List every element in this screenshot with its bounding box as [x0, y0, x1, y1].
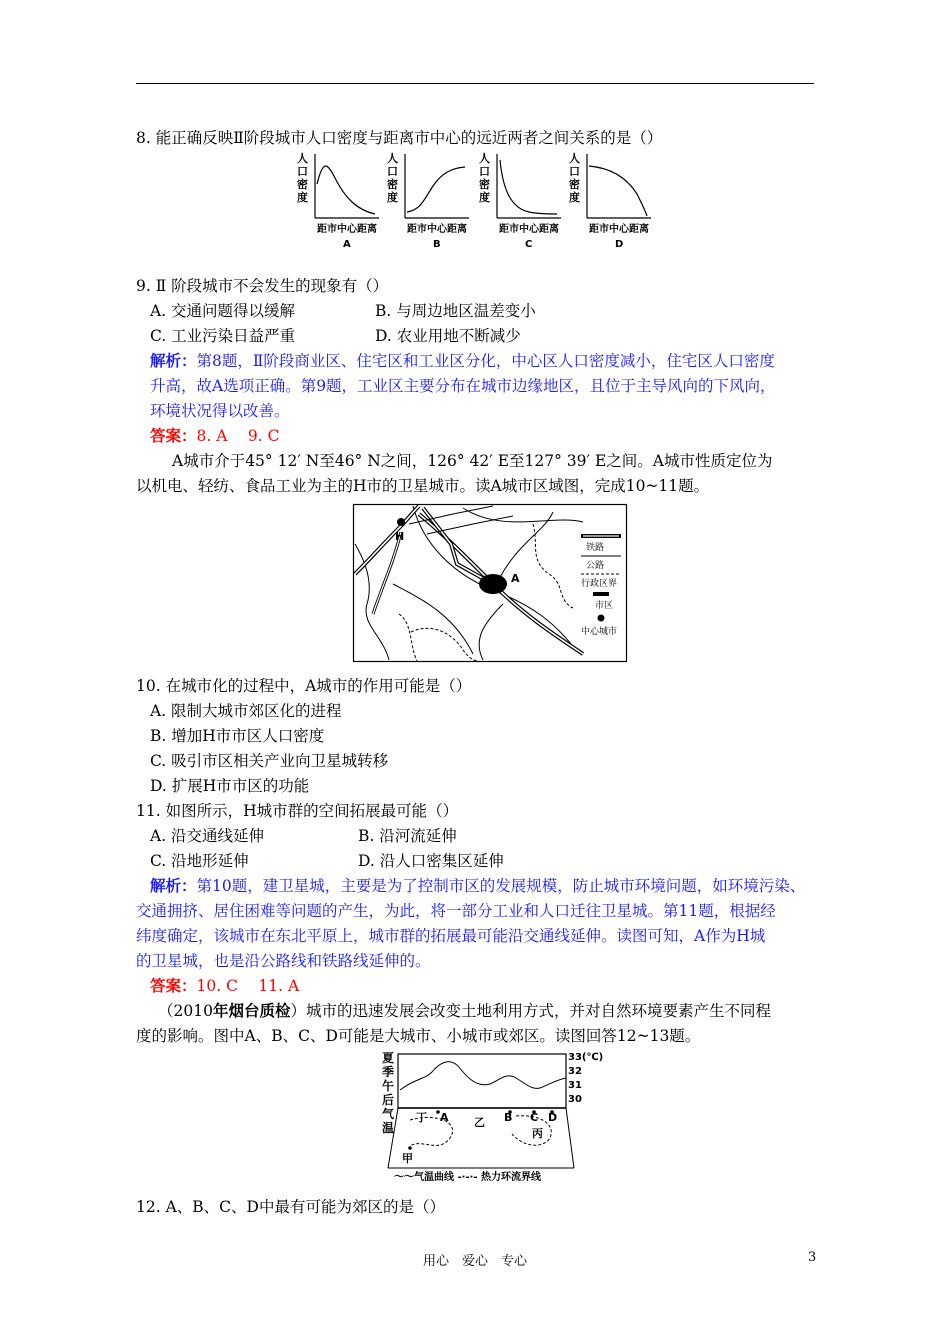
analysis-1-line-2: 升高，故A选项正确。第9题，工业区主要分布在城市边缘地区，且位于主导风向的下风向， — [150, 377, 776, 395]
svg-text:人: 人 — [479, 152, 490, 165]
intro-2-line-2: 以机电、轻纺、食品工业为主的H市的卫星城市。读A城市区域图，完成10~11题。 — [136, 477, 710, 495]
svg-text:32: 32 — [568, 1066, 582, 1077]
svg-text:丙: 丙 — [532, 1127, 543, 1140]
question-8: 8. 能正确反映Ⅱ阶段城市人口密度与距离市中心的远近两者之间关系的是（） — [136, 129, 663, 147]
city-region-map — [353, 504, 627, 662]
analysis-2-line-3: 纬度确定，该城市在东北平原上，城市群的拓展最可能沿交通线延伸。读图可知，A作为H城 — [136, 927, 766, 945]
svg-text:距市中心距离: 距市中心距离 — [589, 224, 649, 235]
page-footer: 用心 爱心 专心 — [422, 1254, 527, 1269]
svg-text:口: 口 — [387, 165, 398, 178]
svg-text:口: 口 — [479, 165, 490, 178]
svg-text:甲: 甲 — [402, 1152, 413, 1165]
analysis-label: 解析： — [150, 876, 197, 895]
q9-option-c: C. 工业污染日益严重 — [150, 327, 296, 345]
svg-text:密: 密 — [479, 178, 490, 191]
svg-text:丁: 丁 — [416, 1111, 427, 1124]
intro-3-line-2: 度的影响。图中A、B、C、D可能是大城市、小城市或郊区。读图回答12~13题。 — [136, 1027, 701, 1045]
svg-text:密: 密 — [387, 178, 398, 191]
graph-letter: A — [343, 239, 351, 250]
answer-label: 答案： — [150, 426, 197, 445]
q10-option-a: A. 限制大城市郊区化的进程 — [150, 702, 342, 720]
q11-option-c: C. 沿地形延伸 — [150, 852, 249, 870]
q11-option-a: A. 沿交通线延伸 — [150, 827, 265, 845]
q10-option-b: B. 增加H市市区人口密度 — [150, 727, 325, 745]
svg-text:铁路: 铁路 — [586, 543, 605, 553]
answer-1: 答案：8. A 9. C — [150, 426, 280, 445]
q10-option-c: C. 吸引市区相关产业向卫星城转移 — [150, 752, 389, 770]
svg-text:乙: 乙 — [474, 1116, 485, 1129]
header-rule — [136, 83, 814, 84]
svg-text:中心城市: 中心城市 — [581, 627, 618, 637]
analysis-1-line-3: 环境状况得以改善。 — [150, 402, 290, 420]
svg-text:D: D — [548, 1111, 558, 1124]
svg-text:33(℃): 33(℃) — [568, 1052, 604, 1063]
svg-text:B: B — [433, 239, 441, 250]
svg-text:行政区界: 行政区界 — [581, 579, 618, 589]
city-h-label: H — [395, 530, 405, 543]
svg-text:度: 度 — [479, 191, 490, 204]
q10-option-d: D. 扩展H市市区的功能 — [150, 777, 310, 795]
x-label: 距市中心距离 — [317, 224, 377, 235]
analysis-2-line-2: 交通拥挤、居住困难等问题的产生，为此，将一部分工业和人口迁往卫星城。第11题，根据经 — [136, 902, 776, 920]
svg-text:C: C — [530, 1111, 539, 1124]
answer-label: 答案： — [150, 976, 197, 995]
svg-text:人: 人 — [387, 152, 398, 165]
graph-b — [387, 152, 469, 250]
analysis-1-line-1: 解析：第8题，Ⅱ阶段商业区、住宅区和工业区分化，中心区人口密度减小，住宅区人口密度 — [150, 351, 775, 370]
y-label-char: 密 — [297, 178, 308, 191]
analysis-2-line-4: 的卫星城，也是沿公路线和铁路线延伸的。 — [136, 952, 431, 970]
svg-text:午: 午 — [382, 1079, 395, 1093]
question-11: 11. 如图所示，H城市群的空间拓展最可能（） — [136, 802, 459, 820]
svg-text:30: 30 — [568, 1094, 582, 1105]
svg-text:口: 口 — [569, 165, 580, 178]
q9-option-a: A. 交通问题得以缓解 — [150, 302, 296, 320]
svg-text:夏: 夏 — [382, 1051, 395, 1065]
svg-text:后: 后 — [382, 1093, 395, 1107]
question-10: 10. 在城市化的过程中，A城市的作用可能是（） — [136, 677, 472, 695]
temperature-diagram — [380, 1050, 604, 1183]
svg-text:～～气温曲线 -·-·- 热力环流界线: ～～气温曲线 -·-·- 热力环流界线 — [394, 1172, 542, 1183]
svg-text:季: 季 — [382, 1065, 395, 1079]
svg-text:A: A — [440, 1111, 449, 1124]
q9-option-b: B. 与周边地区温差变小 — [375, 302, 536, 320]
svg-text:温: 温 — [382, 1121, 395, 1135]
svg-text:B: B — [504, 1111, 513, 1124]
svg-text:市区: 市区 — [595, 601, 614, 611]
page-number: 3 — [808, 1250, 817, 1265]
question-12: 12. A、B、C、D中最有可能为郊区的是（） — [136, 1198, 445, 1216]
graph-d — [569, 152, 651, 250]
analysis-label: 解析： — [150, 351, 197, 370]
svg-text:C: C — [525, 239, 533, 250]
y-label-char: 人 — [297, 152, 308, 165]
y-label-char: 度 — [297, 191, 308, 204]
intro-2-line-1: A城市介于45° 12′ N至46° N之间，126° 42′ E至127° 39′ E之间。A城市性质定位为 — [172, 452, 773, 470]
svg-text:D: D — [615, 239, 624, 250]
svg-text:人: 人 — [569, 152, 580, 165]
q8-graphs — [295, 150, 665, 250]
svg-text:距市中心距离: 距市中心距离 — [499, 224, 559, 235]
q9-option-d: D. 农业用地不断减少 — [375, 327, 521, 345]
svg-text:31: 31 — [568, 1080, 582, 1091]
graph-a — [297, 152, 379, 250]
svg-text:距市中心距离: 距市中心距离 — [407, 224, 467, 235]
answer-2: 答案：10. C 11. A — [150, 976, 300, 995]
svg-text:度: 度 — [387, 191, 398, 204]
y-label-char: 口 — [297, 165, 308, 178]
city-h-dot — [397, 518, 405, 526]
graph-c — [479, 152, 561, 250]
svg-text:气: 气 — [382, 1107, 395, 1121]
analysis-2-line-1: 解析：第10题，建卫星城，主要是为了控制市区的发展规模，防止城市环境问题，如环境污染、 — [150, 876, 806, 895]
svg-text:公路: 公路 — [586, 561, 605, 571]
city-a-area — [479, 574, 507, 594]
question-9: 9. Ⅱ 阶段城市不会发生的现象有（） — [136, 277, 389, 295]
svg-text:度: 度 — [569, 191, 580, 204]
q11-option-d: D. 沿人口密集区延伸 — [358, 852, 504, 870]
svg-text:密: 密 — [569, 178, 580, 191]
intro-3-line-1: （2010年烟台质检）城市的迅速发展会改变土地利用方式，并对自然环境要素产生不同程 — [158, 1001, 771, 1020]
q11-option-b: B. 沿河流延伸 — [358, 827, 457, 845]
city-a-label: A — [511, 572, 520, 585]
